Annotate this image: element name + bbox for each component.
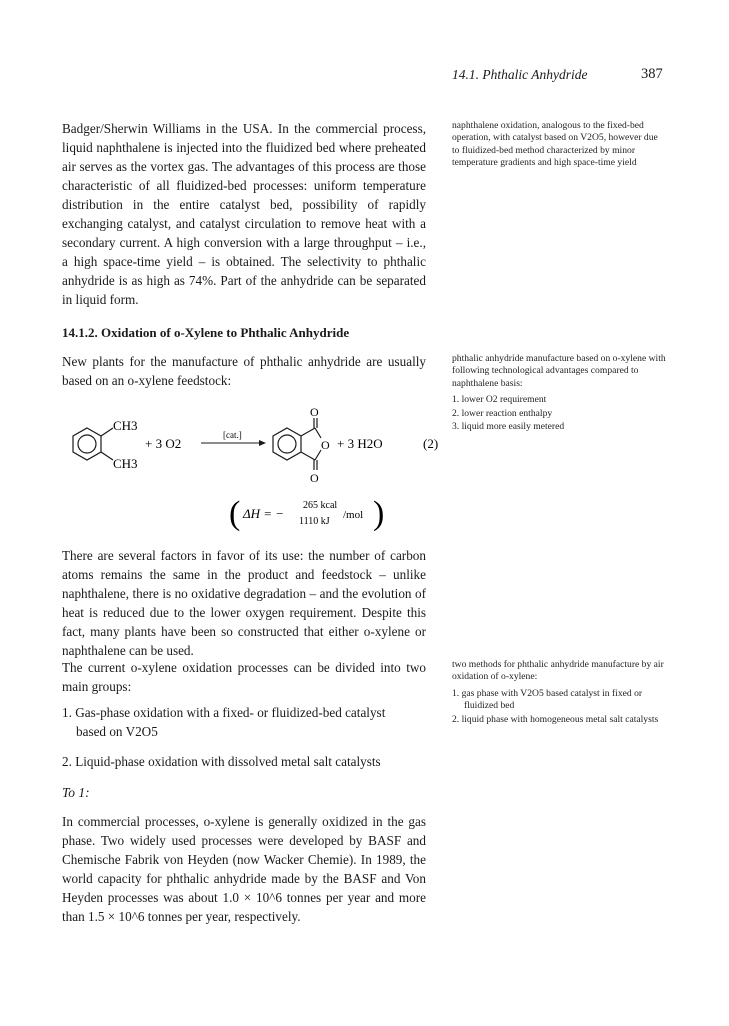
carbonyl-oxygen-bottom: O: [310, 471, 319, 485]
list-item: [62, 703, 426, 741]
list-item: [62, 752, 426, 771]
margin-note-3: [452, 659, 666, 727]
delta-h-label: ΔH = −: [243, 506, 285, 521]
arrow-head: [259, 440, 266, 446]
margin-note-item: 3. liquid more easily metered: [452, 421, 565, 433]
margin-note-item: 1. lower O2 requirement: [452, 394, 547, 406]
section-heading: 14.1.2. Oxidation of o-Xylene to Phthalic Anhydride: [62, 325, 350, 340]
reactant-oxygen: + 3 O2: [145, 436, 182, 451]
reaction-equation: [55, 398, 455, 538]
o-xylene-structure: [73, 428, 113, 460]
enthalpy-expression: [229, 495, 384, 532]
margin-note-1: [452, 120, 666, 170]
paragraph-text: Badger/Sherwin Williams in the USA. In the commercial process, liquid naphthalene is injected into the fluidized bed where preheated air serves as the vortex gas. The advantages of this process are those characteristic of all fluidized-bed processes: uniform temperature distribution in the entire catalyst bed, possibility of rapidly exchanging catalyst, and catalyst circulation to remove heat with a secondary current. A high conversion with a large throughput – i.e., a high space-time yield – is obtained. The selectivity to phthalic anhydride is as high as 74%. Part of the anhydride can be separated in liquid form.: [62, 121, 426, 307]
methyl-group-top: CH3: [113, 418, 138, 433]
ring-oxygen: O: [321, 438, 330, 452]
equation-number: (2): [423, 436, 439, 451]
body-paragraph-1: [62, 119, 426, 309]
subheading-to-1: To 1:: [62, 785, 90, 800]
body-paragraph-4: [62, 658, 426, 696]
list-item-continuation: based on V2O5: [76, 724, 158, 739]
list-item-number: 2.: [62, 754, 72, 769]
product-water: + 3 H2O: [337, 436, 383, 451]
margin-note-list: [452, 688, 666, 726]
open-paren-icon: (: [229, 495, 241, 532]
margin-note-2: [452, 353, 666, 434]
paragraph-text: There are several factors in favor of its use: the number of carbon atoms remains the same in the product and feedstock – unlike naphthalene, there is no oxidative degradation – and the evolution of heat is reduced due to the lower oxygen requirement. Despite this fact, many plants have been so constructed that either o-xylene or naphthalene can be used.: [62, 548, 426, 658]
body-paragraph-3: [62, 546, 426, 660]
list-item-text: Liquid-phase oxidation with dissolved metal salt catalysts: [75, 754, 381, 769]
paragraph-text: New plants for the manufacture of phthalic anhydride are usually based on an o-xylene feedstock:: [62, 354, 426, 388]
list-item-number: 1.: [62, 705, 72, 720]
process-group-list: [62, 703, 426, 782]
page-number: 387: [641, 66, 663, 82]
delta-h-unit: /mol: [343, 509, 364, 521]
phthalic-anhydride-structure: [273, 418, 321, 470]
close-paren-icon: ): [373, 495, 385, 532]
margin-note-intro: two methods for phthalic anhydride manufacture by air oxidation of o-xylene:: [452, 659, 664, 683]
delta-h-kcal: 265 kcal: [303, 500, 338, 511]
methyl-group-bottom: CH3: [113, 456, 138, 471]
margin-note-list: [452, 394, 666, 433]
margin-note-item: 2. lower reaction enthalpy: [452, 407, 553, 419]
paragraph-text: The current o-xylene oxidation processes can be divided into two main groups:: [62, 660, 426, 694]
margin-note-text: naphthalene oxidation, analogous to the fixed-bed operation, with catalyst based on V2O5, however due to fluidized-bed method characterized by minor temperature gradients and high space-time yield: [452, 120, 658, 169]
running-header-title: 14.1. Phthalic Anhydride: [452, 67, 588, 82]
body-paragraph-5: [62, 812, 426, 926]
body-paragraph-2: [62, 352, 426, 390]
carbonyl-oxygen-top: O: [310, 405, 319, 419]
margin-note-item: 1. gas phase with V2O5 based catalyst in fixed or fluidized bed: [452, 687, 643, 712]
catalyst-label: [cat.]: [223, 430, 242, 440]
list-item-text: Gas-phase oxidation with a fixed- or fluidized-bed catalyst: [75, 705, 386, 720]
margin-note-item: 2. liquid phase with homogeneous metal salt catalysts: [452, 713, 659, 725]
paragraph-text: In commercial processes, o-xylene is generally oxidized in the gas phase. Two widely used processes were developed by BASF and Chemische Fabrik von Heyden (now Wacker Chemie). In 1989, the world capacity for phthalic anhydride made by the BASF and Von Heyden processes was about 1.0 × 10^6 tonnes per year and more than 1.5 × 10^6 tonnes per year, respectively.: [62, 814, 426, 924]
margin-note-intro: phthalic anhydride manufacture based on o-xylene with following technological advantages compared to naphthalene basis:: [452, 353, 666, 389]
delta-h-kj: 1110 kJ: [299, 516, 330, 527]
